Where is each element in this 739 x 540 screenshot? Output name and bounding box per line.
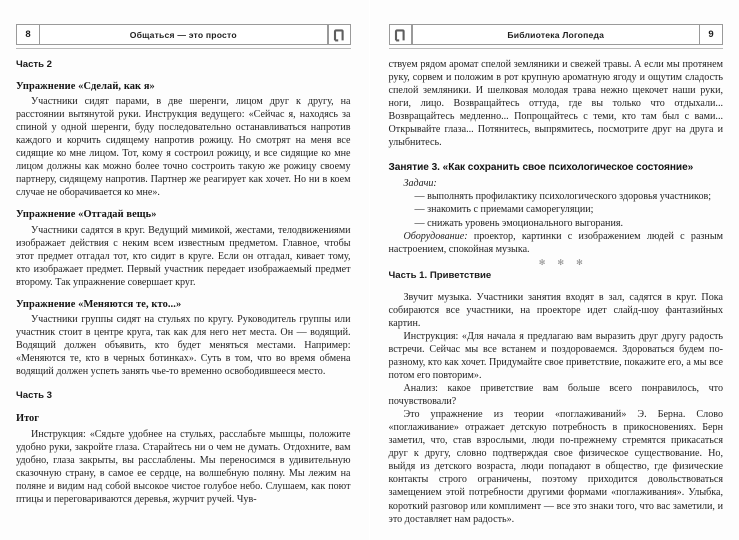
left-page-number: 8 xyxy=(16,24,40,45)
left-header-rule xyxy=(16,48,351,49)
paragraph-greeting-analysis: Анализ: какое приветствие вам больше всего понравилось, что почувствовали? xyxy=(388,383,723,408)
section-ornament: ✻ ✻ ✻ xyxy=(538,257,588,267)
list-item-task-3: — снижать уровень эмоционального выгорания. xyxy=(414,217,624,229)
paragraph-itog-body: Инструкция: «Сядьте удобнее на стульях, расслабьте мышцы, положите удобно руки, закройте глаза. Старайтесь ни о чем не думать. Отдохните, вам удобно, глаза закрыты, вы расслаблены. Мы переносимся в удивительную сказочную страну, в самое ее сердце, на волшебную поляну. Мы лежим на поляне и видим над собой высокое чистое голубое небо. Слушаем, как поют птицы и переговариваются деревья, журчит ручей. Чув- xyxy=(16,429,351,506)
left-running-head xyxy=(16,24,351,45)
heading-exercise-guess-the-thing: Упражнение «Отгадай вещь» xyxy=(16,209,157,221)
right-page-number: 9 xyxy=(699,24,723,45)
paragraph-exercise-1-body: Участники сидят парами, в две шеренги, лицом друг к другу, на расстоянии вытянутой руки. Инструкция ведущего: «Сейчас я, находясь за спиной у одной шеренги, буду последовательно останавливаться напротив каждого и корчить сидящему напротив рожицу. Но смотрят на меня все сидящие ко мне лицом. Тот, кому я состроил рожицу, и все сидящие ко мне лицом должны как можно более точно состроить такую же рожицу своему партнеру, сидящему напротив. Партнер же реагирует как хочет. Но ни в коем случае не оборачивается ко мне». xyxy=(16,96,351,199)
right-column-body xyxy=(389,58,724,526)
heading-exercise-swap-those-who: Упражнение «Меняются те, кто...» xyxy=(16,298,182,310)
heading-part-3: Часть 3 xyxy=(16,390,53,402)
right-running-title-bar xyxy=(412,24,701,45)
paragraph-equipment xyxy=(389,230,724,256)
right-page xyxy=(370,0,739,540)
publisher-logo-icon-right xyxy=(389,24,412,45)
heading-part-1-greeting: Часть 1. Приветствие xyxy=(388,269,492,281)
paragraph-berne-strokes-theory: Это упражнение из теории «поглаживаний» Э. Берна. Слово «поглаживание» отражает детскую потребность в прикосновениях. Берн заметил, что, став взрослыми, люди по-прежнему стремятся прикасаться друг к другу, словно подтверждая свое физическое существование. Но, выйдя из детского возраста, люди попадают в общество, где физические контакты строго ограничены, поэтому приходится довольствоваться замещением этой потребности другими формами «поглаживания». Улыбка, короткий разговор или комплимент — все это знаки того, что вас заметили, и это доставляет нам радость». xyxy=(388,409,723,525)
paragraph-exercise-3-body: Участники группы сидят на стульях по кругу. Руководитель группы или участник стоит в центре круга, так как для него нет места. Он — водящий. Водящий должен объявить, кто будет меняться местами. Например: «Меняются те, кто в черных ботинках». Суть в том, что во время обмена водящий должен успеть занять чье-то временно освободившееся место. xyxy=(16,313,351,377)
text-equipment-value: проектор, картинки с изображением людей с разным настроением, спокойная музыка. xyxy=(388,230,723,255)
heading-lesson-3: Занятие 3. «Как сохранить свое психологическое состояние» xyxy=(388,162,694,174)
left-running-title-bar xyxy=(39,24,328,45)
heading-part-2: Часть 2 xyxy=(16,59,53,70)
heading-exercise-do-as-i-do: Упражнение «Сделай, как я» xyxy=(16,81,155,93)
right-running-head xyxy=(389,24,724,45)
paragraph-greeting-instruction: Инструкция: «Для начала я предлагаю вам выразить друг другу радость встречи. Сейчас мы все встанем и поздороваемся. Здороваться будем по-разному, кто как хочет. Придумайте свое приветствие, покажите его, а мы все потом его повторим». xyxy=(388,330,723,382)
paragraph-continued-from-previous-page: ствуем рядом аромат спелой земляники и свежей травы. А если мы протянем руку, сорвем и положим в рот крупную ароматную ягоду и ощутим сладость спелой земляники. И шелковая молодая трава нежно щекочет наши руки, ноги, лицо. Возвращайтесь оттуда, где вы только что отдыхали... Возвращайтесь медленно... Попрощайтесь с теми, кто там был с вами... Открывайте глаза... Потянитесь, выпрямитесь, посмотрите друг на друга и улыбнитесь. xyxy=(388,59,723,149)
paragraph-exercise-2-body: Участники садятся в круг. Ведущий мимикой, жестами, телодвижениями изображает действия с неким всем известным предметом. Главное, чтобы этот предмет отгадал тот, кто сидит в круге. Если он отгадал, кивает тому, кто изображает предмет. Первый участник передает изображаемый предмет второму. Так упражнение совершает круг. xyxy=(16,224,351,288)
publisher-logo-icon xyxy=(328,24,351,45)
right-running-title: Библиотека Логопеда xyxy=(507,29,605,40)
label-tasks: Задачи: xyxy=(403,178,437,190)
heading-itog: Итог xyxy=(16,413,39,425)
list-item-task-1: — выполнять профилактику психологического здоровья участников; xyxy=(414,191,712,203)
left-column-body xyxy=(16,58,351,506)
right-header-rule xyxy=(389,48,724,49)
left-running-title: Общаться — это просто xyxy=(129,29,237,40)
paragraph-greeting-1: Звучит музыка. Участники занятия входят в зал, садятся в круг. Пока собираются все участники, на проекторе идет слайд-шоу фантазийных картин. xyxy=(388,291,723,329)
list-item-task-2: — знакомить с приемами саморегуляции; xyxy=(414,204,594,216)
label-equipment: Оборудование: xyxy=(403,230,468,242)
